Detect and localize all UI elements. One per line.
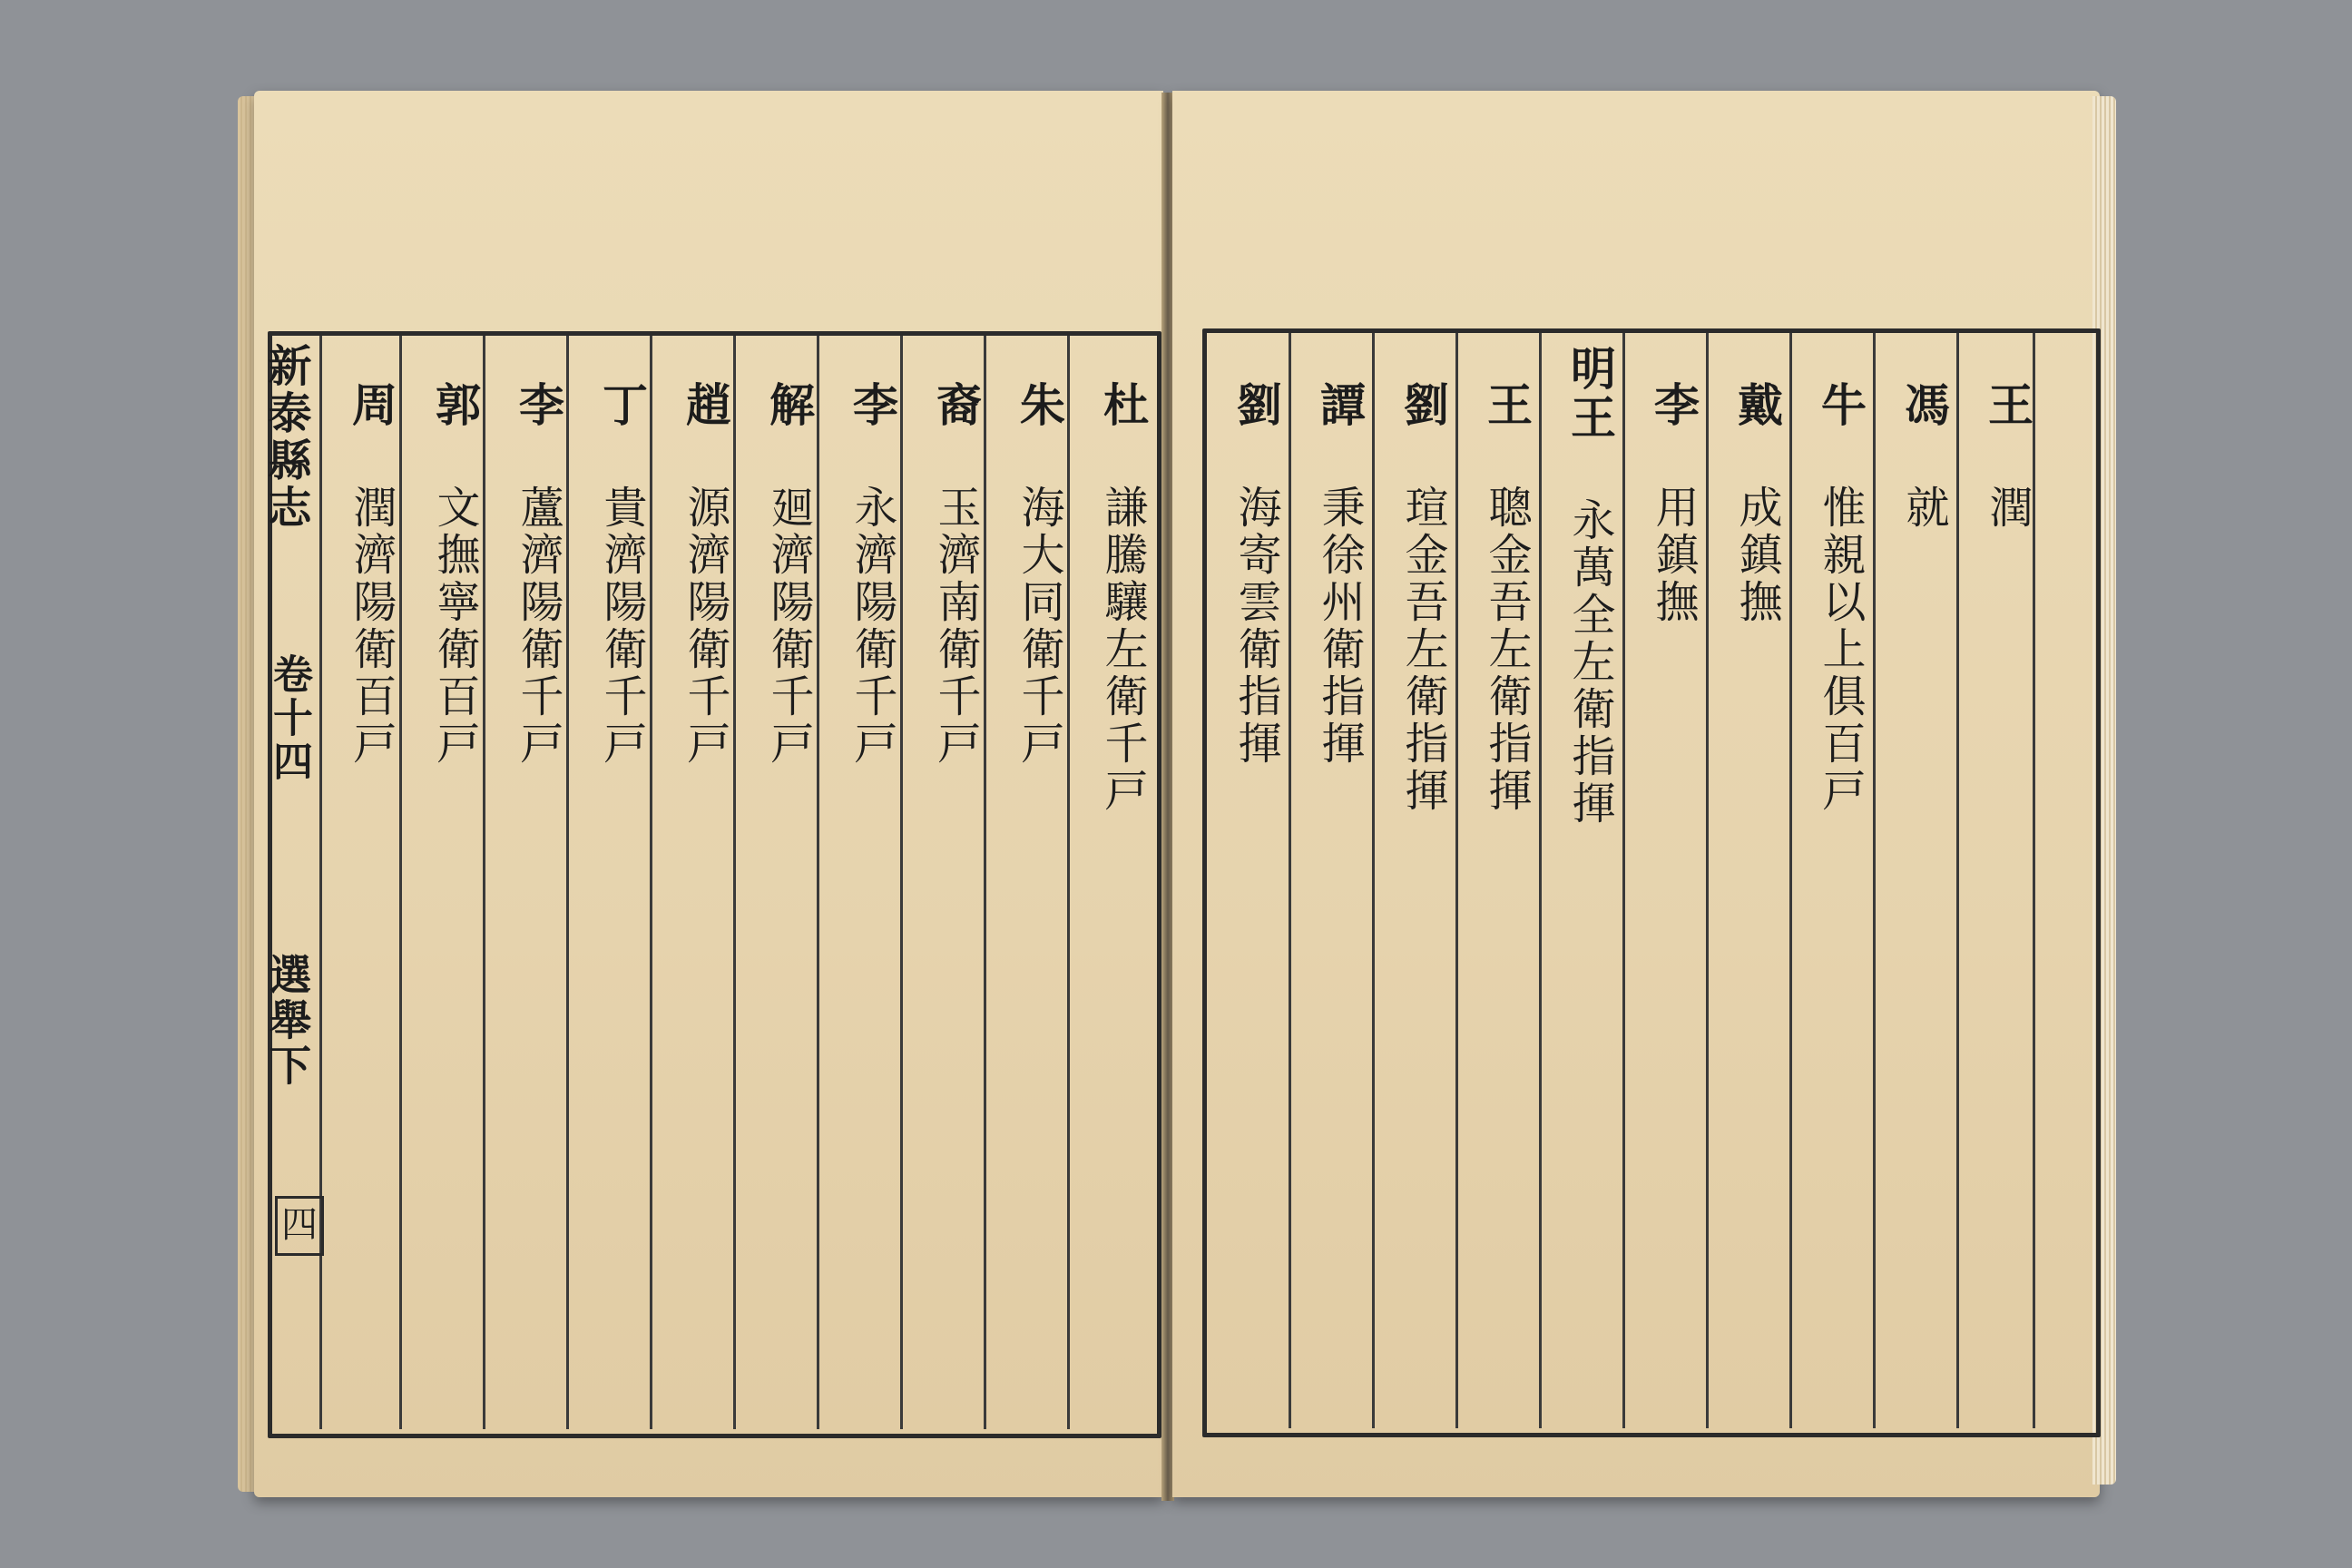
entry-surname: 趙	[679, 381, 731, 430]
entry-surname: 王	[1480, 381, 1533, 430]
entry-detail: 瑄金吾左衛指揮	[1397, 485, 1448, 815]
entry-column	[992, 381, 1072, 768]
entry-detail: 貴濟陽衛千戸	[596, 485, 647, 768]
book-title: 新泰縣志	[260, 343, 311, 532]
fold-column-rule	[319, 336, 322, 1429]
entry-detail: 秉徐州衛指揮	[1314, 485, 1365, 768]
page-number: 四	[275, 1196, 324, 1256]
entry-surname: 丁	[595, 381, 648, 430]
entry-surname: 朱	[1013, 381, 1065, 430]
section-label: 選舉下	[263, 953, 312, 1089]
entry-surname: 王	[1981, 381, 2034, 430]
column-rule	[1873, 333, 1876, 1428]
entry-column	[1626, 381, 1706, 626]
entry-detail: 潤	[1982, 485, 2033, 532]
entry-detail: 成鎮撫	[1731, 485, 1782, 626]
entry-column	[1877, 381, 1956, 532]
entry-column	[1960, 381, 2040, 532]
entry-column	[1376, 381, 1455, 815]
entry-surname: 劉	[1230, 381, 1282, 430]
entry-column	[574, 381, 654, 768]
entry-column	[1543, 345, 1622, 828]
column-rule	[1789, 333, 1792, 1428]
entry-surname: 裔	[929, 381, 982, 430]
entry-column	[1075, 381, 1155, 815]
entry-surname: 杜	[1096, 381, 1149, 430]
column-rule	[1455, 333, 1458, 1428]
entry-detail: 惟親以上俱百戸	[1815, 485, 1866, 815]
column-rule	[1372, 333, 1375, 1428]
entry-detail: 海寄雲衛指揮	[1230, 485, 1281, 768]
column-rule	[1622, 333, 1625, 1428]
column-rule	[1539, 333, 1542, 1428]
entry-surname: 譚	[1313, 381, 1366, 430]
volume-label: 卷十四	[266, 653, 312, 784]
entry-surname: 解	[762, 381, 815, 430]
entry-surname: 馮	[1897, 381, 1950, 430]
entry-detail: 永萬全左衛指揮	[1564, 497, 1615, 828]
entry-detail: 聰金吾左衛指揮	[1481, 485, 1532, 815]
entry-detail: 潤濟陽衛百戸	[346, 485, 397, 768]
column-rule	[1706, 333, 1709, 1428]
entry-surname: 李	[1647, 381, 1700, 430]
entry-column	[741, 381, 821, 768]
entry-detail: 就	[1898, 485, 1949, 532]
entry-column	[491, 381, 571, 768]
entry-surname: 牛	[1814, 381, 1867, 430]
entry-surname: 李	[846, 381, 898, 430]
entry-detail: 文撫寧衛百戸	[429, 485, 480, 768]
entry-surname: 劉	[1396, 381, 1449, 430]
entry-detail: 玉濟南衛千戸	[930, 485, 981, 768]
column-rule	[1289, 333, 1291, 1428]
entry-column	[908, 381, 988, 768]
entry-column	[1459, 381, 1539, 815]
entry-column	[1793, 381, 1873, 815]
entry-detail: 永濟陽衛千戸	[847, 485, 897, 768]
entry-surname: 李	[512, 381, 564, 430]
entry-column	[658, 381, 738, 768]
entry-detail: 源濟陽衛千戸	[680, 485, 730, 768]
entry-column	[1292, 381, 1372, 768]
entry-surname: 戴	[1730, 381, 1783, 430]
column-rule	[1956, 333, 1959, 1428]
entry-detail: 廻濟陽衛千戸	[763, 485, 814, 768]
entry-surname: 明王	[1563, 345, 1616, 443]
entry-column	[407, 381, 487, 768]
entry-column	[324, 381, 404, 768]
entry-detail: 海大同衛千戸	[1014, 485, 1064, 768]
entry-column	[1710, 381, 1789, 626]
entry-detail: 蘆濟陽衛千戸	[513, 485, 564, 768]
entry-column	[825, 381, 905, 768]
entry-detail: 用鎮撫	[1648, 485, 1699, 626]
entry-surname: 郭	[428, 381, 481, 430]
entry-column	[1209, 381, 1289, 768]
entry-detail: 謙騰驤左衛千戸	[1097, 485, 1148, 815]
entry-surname: 周	[345, 381, 397, 430]
